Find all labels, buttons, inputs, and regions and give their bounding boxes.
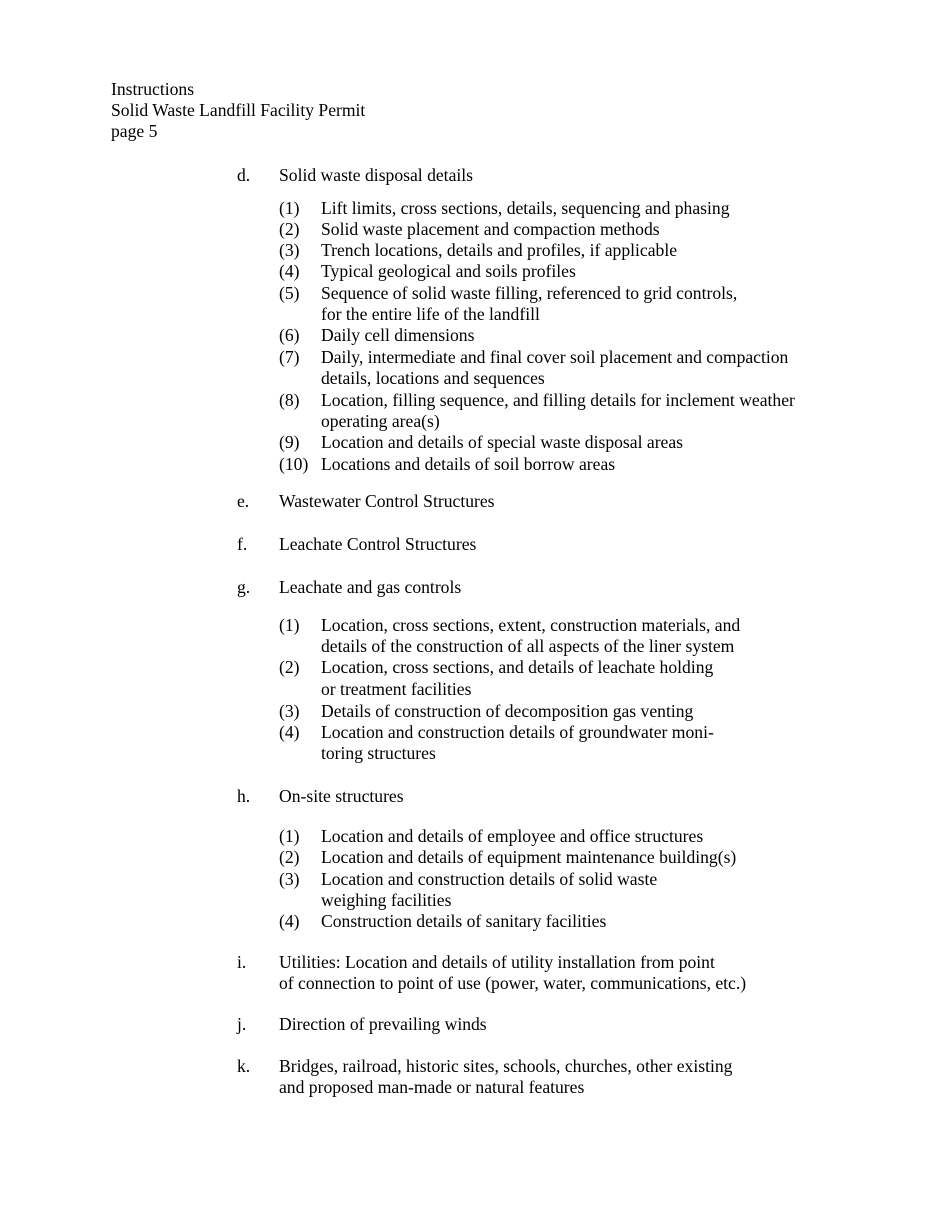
list-item-number: (10)	[279, 454, 309, 474]
list-item-number: (1)	[279, 826, 300, 846]
section-j-title: Direction of prevailing winds	[279, 1014, 487, 1034]
section-d-title: Solid waste disposal details	[279, 165, 474, 185]
list-item-text-continued: toring structures	[321, 743, 436, 763]
list-item-text: Location, filling sequence, and filling details for inclement weather	[321, 390, 795, 410]
list-item-text: Locations and details of soil borrow areas	[321, 454, 616, 474]
list-item-text: Daily, intermediate and final cover soil placement and compaction	[321, 347, 789, 367]
list-item-text: Details of construction of decomposition gas venting	[321, 701, 694, 721]
section-k-text: Bridges, railroad, historic sites, schools, churches, other existing	[279, 1056, 733, 1076]
list-item-number: (4)	[279, 261, 300, 281]
list-item-text: Location and details of employee and office structures	[321, 826, 704, 846]
section-g-title: Leachate and gas controls	[279, 577, 462, 597]
section-f-title: Leachate Control Structures	[279, 534, 477, 554]
list-item-text: Location and construction details of groundwater moni-	[321, 722, 714, 742]
list-item-number: (2)	[279, 657, 300, 677]
list-item-number: (3)	[279, 701, 300, 721]
section-e-title: Wastewater Control Structures	[279, 491, 495, 511]
list-item-text: Location, cross sections, and details of leachate holding	[321, 657, 714, 677]
list-item-number: (9)	[279, 432, 300, 452]
section-d-label: d.	[237, 165, 251, 185]
section-j-label: j.	[237, 1014, 247, 1034]
list-item-number: (5)	[279, 283, 300, 303]
section-i-text: Utilities: Location and details of utility installation from point	[279, 952, 715, 972]
section-e-label: e.	[237, 491, 250, 511]
list-item-text-continued: operating area(s)	[321, 411, 440, 431]
section-h-title: On-site structures	[279, 786, 404, 806]
list-item-number: (4)	[279, 911, 300, 931]
list-item-number: (8)	[279, 390, 300, 410]
section-k-label: k.	[237, 1056, 251, 1076]
list-item-text: Location and details of equipment maintenance building(s)	[321, 847, 737, 867]
list-item-number: (4)	[279, 722, 300, 742]
page-number: page 5	[111, 121, 158, 141]
section-k-text-continued: and proposed man-made or natural features	[279, 1077, 585, 1097]
list-item-text-continued: for the entire life of the landfill	[321, 304, 540, 324]
list-item-text: Typical geological and soils profiles	[321, 261, 576, 281]
list-item-number: (1)	[279, 615, 300, 635]
list-item-number: (1)	[279, 198, 300, 218]
doc-header-subtitle: Solid Waste Landfill Facility Permit	[111, 100, 366, 120]
section-g-label: g.	[237, 577, 251, 597]
list-item-number: (2)	[279, 847, 300, 867]
list-item-text: Daily cell dimensions	[321, 325, 475, 345]
section-h-label: h.	[237, 786, 251, 806]
list-item-text: Solid waste placement and compaction methods	[321, 219, 660, 239]
list-item-number: (6)	[279, 325, 300, 345]
section-i-text-continued: of connection to point of use (power, water, communications, etc.)	[279, 973, 747, 993]
list-item-number: (2)	[279, 219, 300, 239]
list-item-number: (7)	[279, 347, 300, 367]
doc-header-title: Instructions	[111, 79, 195, 99]
list-item-text: Location, cross sections, extent, construction materials, and	[321, 615, 741, 635]
list-item-text: Lift limits, cross sections, details, sequencing and phasing	[321, 198, 730, 218]
list-item-text: Location and details of special waste disposal areas	[321, 432, 684, 452]
list-item-number: (3)	[279, 240, 300, 260]
list-item-text-continued: weighing facilities	[321, 890, 452, 910]
list-item-text-continued: or treatment facilities	[321, 679, 472, 699]
list-item-text-continued: details, locations and sequences	[321, 368, 545, 388]
list-item-text-continued: details of the construction of all aspects of the liner system	[321, 636, 735, 656]
list-item-text: Sequence of solid waste filling, referenced to grid controls,	[321, 283, 738, 303]
section-f-label: f.	[237, 534, 248, 554]
section-i-label: i.	[237, 952, 247, 972]
list-item-text: Trench locations, details and profiles, if applicable	[321, 240, 678, 260]
list-item-number: (3)	[279, 869, 300, 889]
list-item-text: Construction details of sanitary facilities	[321, 911, 607, 931]
list-item-text: Location and construction details of solid waste	[321, 869, 658, 889]
